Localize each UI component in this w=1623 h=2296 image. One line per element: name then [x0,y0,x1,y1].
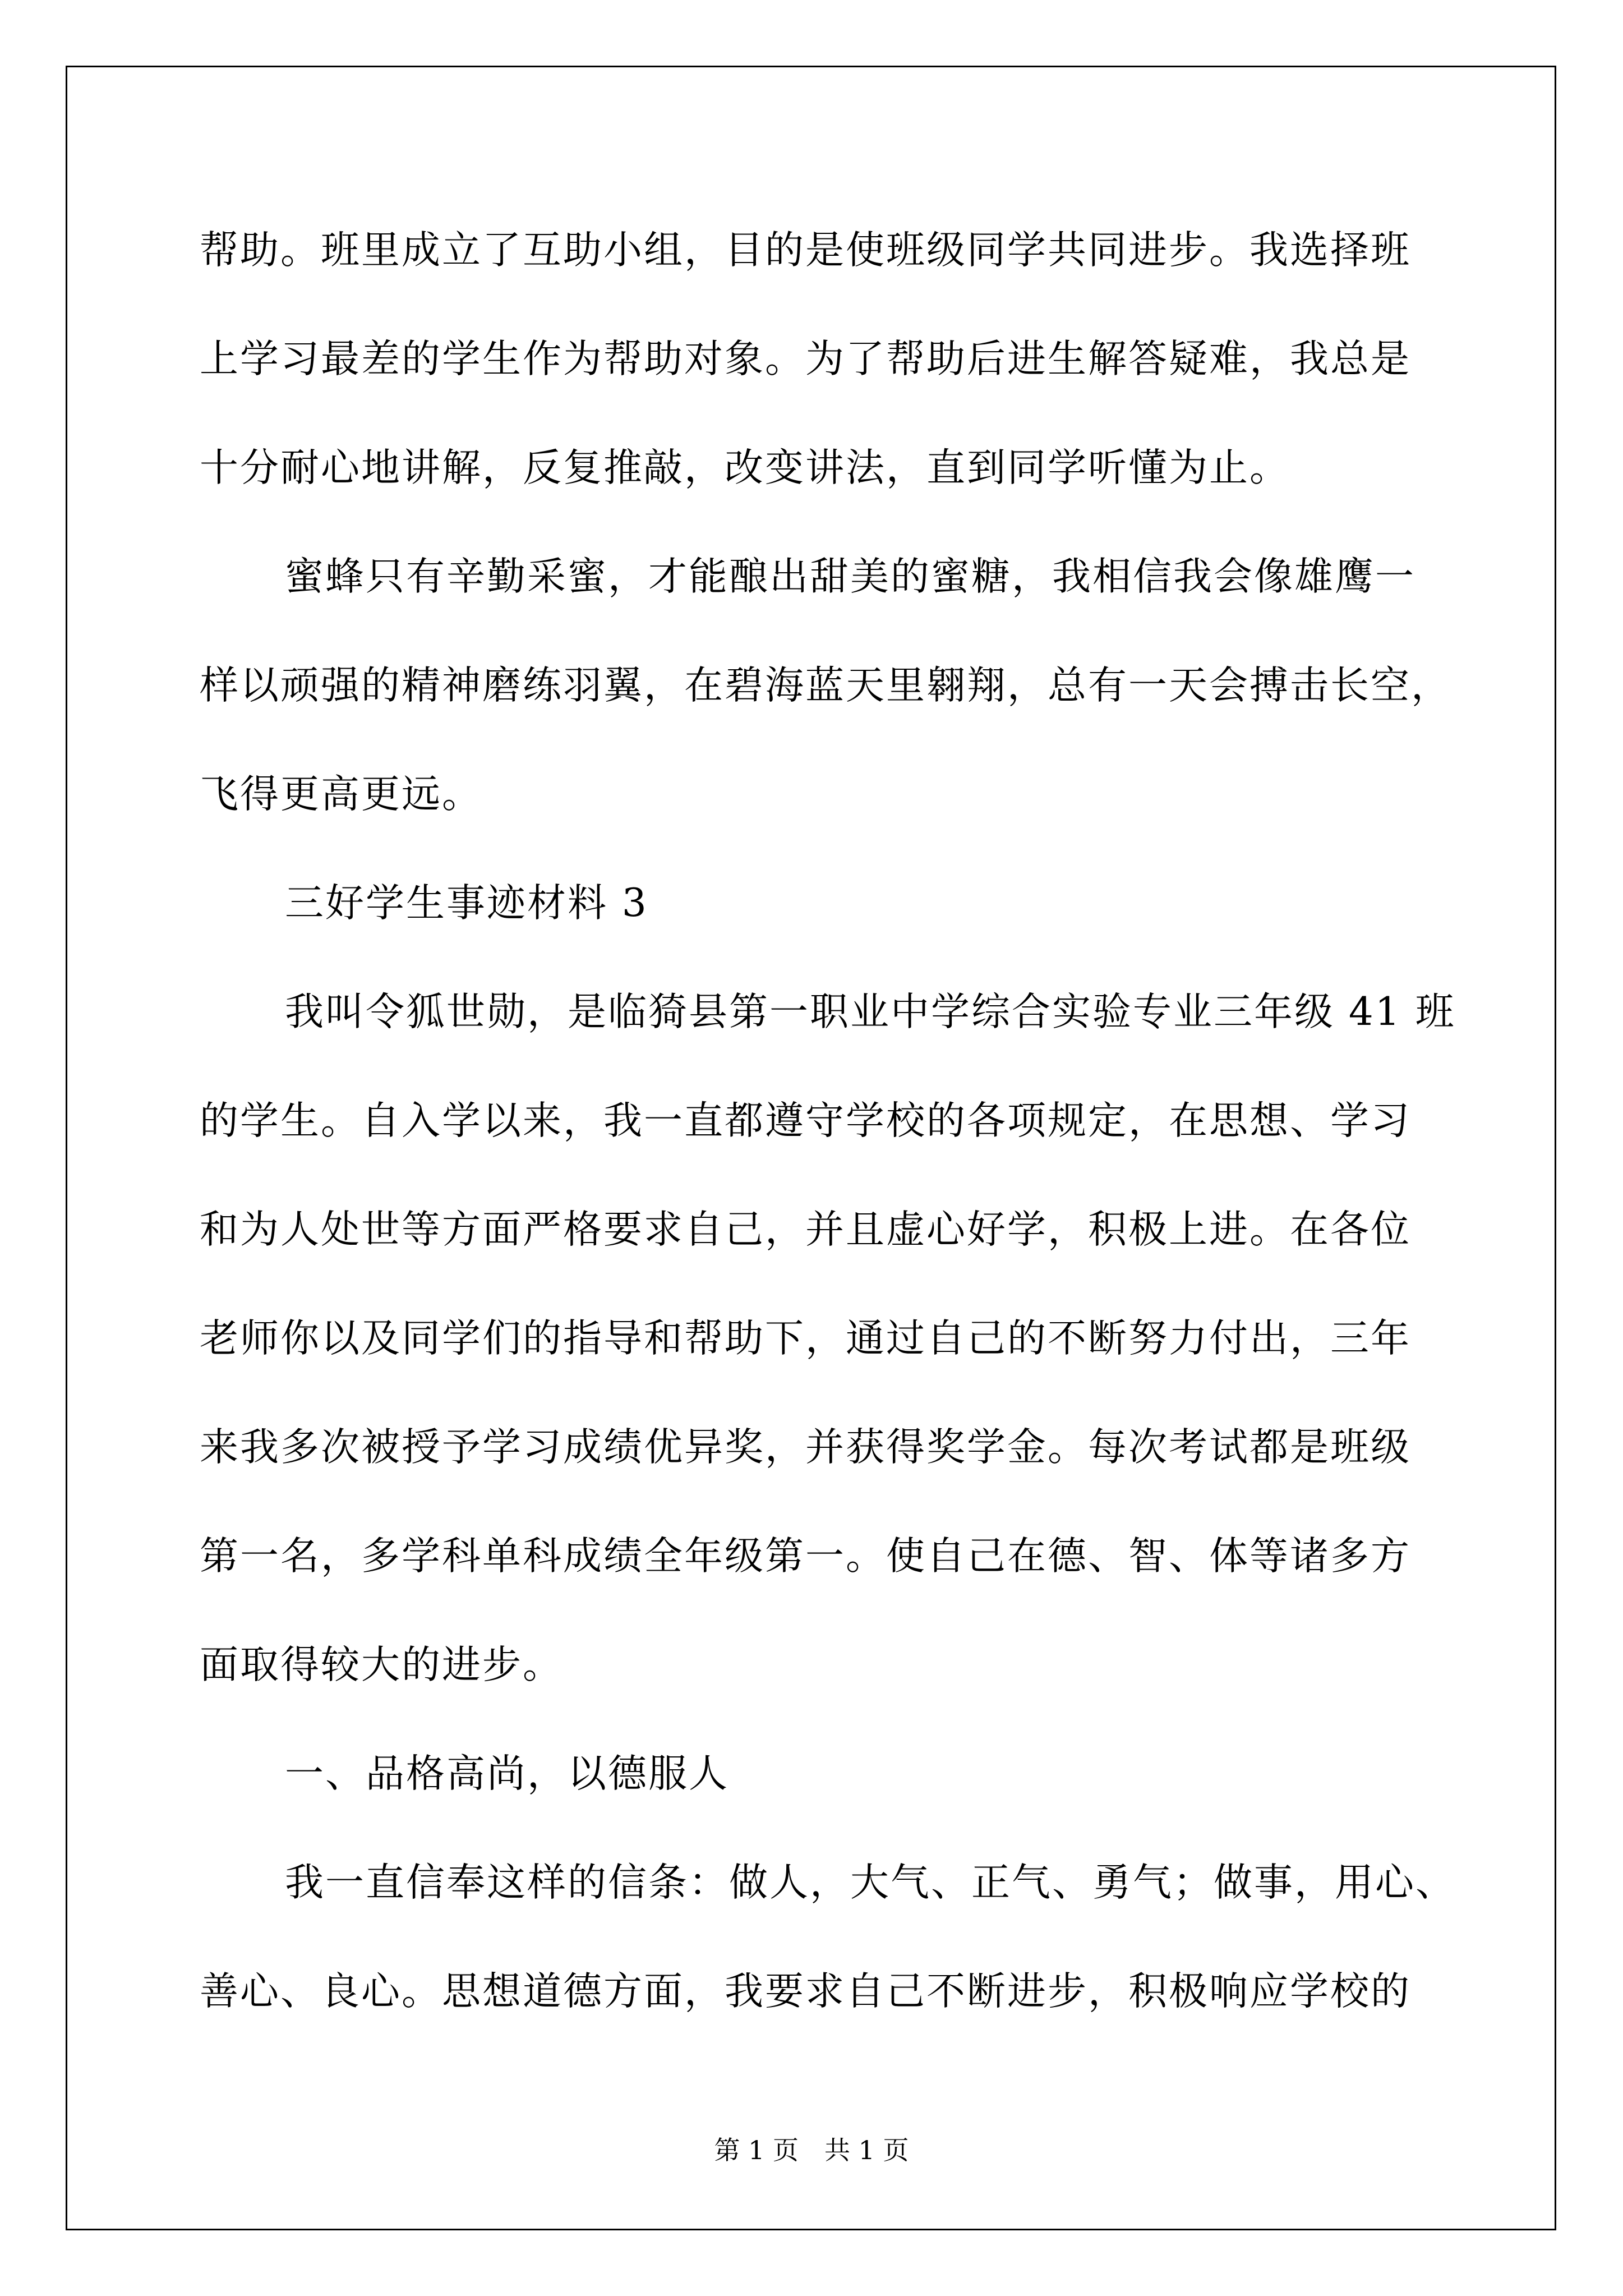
paragraph-line: 十分耐心地讲解，反复推敲，改变讲法，直到同学听懂为止。 [200,445,1290,490]
paragraph-line: 来我多次被授予学习成绩优异奖，并获得奖学金。每次考试都是班级 [200,1425,1411,1470]
paragraph-line: 第一名，多学科单科成绩全年级第一。使自己在德、智、体等诸多方 [200,1534,1411,1579]
paragraph-line: 样以顽强的精神磨练羽翼，在碧海蓝天里翱翔，总有一天会搏击长空， [200,663,1451,708]
paragraph-line: 老师你以及同学们的指导和帮助下，通过自己的不断努力付出，三年 [200,1316,1411,1361]
paragraph-line: 飞得更高更远。 [200,772,482,817]
paragraph-line: 面取得较大的进步。 [200,1642,563,1687]
paragraph-line: 蜜蜂只有辛勤采蜜，才能酿出甜美的蜜糖，我相信我会像雄鹰一 [285,554,1415,599]
subsection-heading: 一、品格高尚，以德服人 [285,1751,729,1796]
paragraph-line: 和为人处世等方面严格要求自己，并且虚心好学，积极上进。在各位 [200,1207,1411,1252]
paragraph-line: 我叫令狐世勋，是临猗县第一职业中学综合实验专业三年级 41 班 [285,990,1456,1034]
paragraph-line: 帮助。班里成立了互助小组，目的是使班级同学共同进步。我选择班 [200,228,1411,273]
paragraph-line: 上学习最差的学生作为帮助对象。为了帮助后进生解答疑难，我总是 [200,337,1411,381]
page-border [66,66,1556,2230]
paragraph-line: 我一直信奉这样的信条：做人，大气、正气、勇气；做事，用心、 [285,1860,1456,1905]
page-footer: 第 1 页 共 1 页 [714,2135,909,2165]
paragraph-line: 善心、良心。思想道德方面，我要求自己不断进步，积极响应学校的 [200,1969,1411,2014]
section-heading: 三好学生事迹材料 3 [285,881,648,926]
paragraph-line: 的学生。自入学以来，我一直都遵守学校的各项规定，在思想、学习 [200,1098,1411,1143]
